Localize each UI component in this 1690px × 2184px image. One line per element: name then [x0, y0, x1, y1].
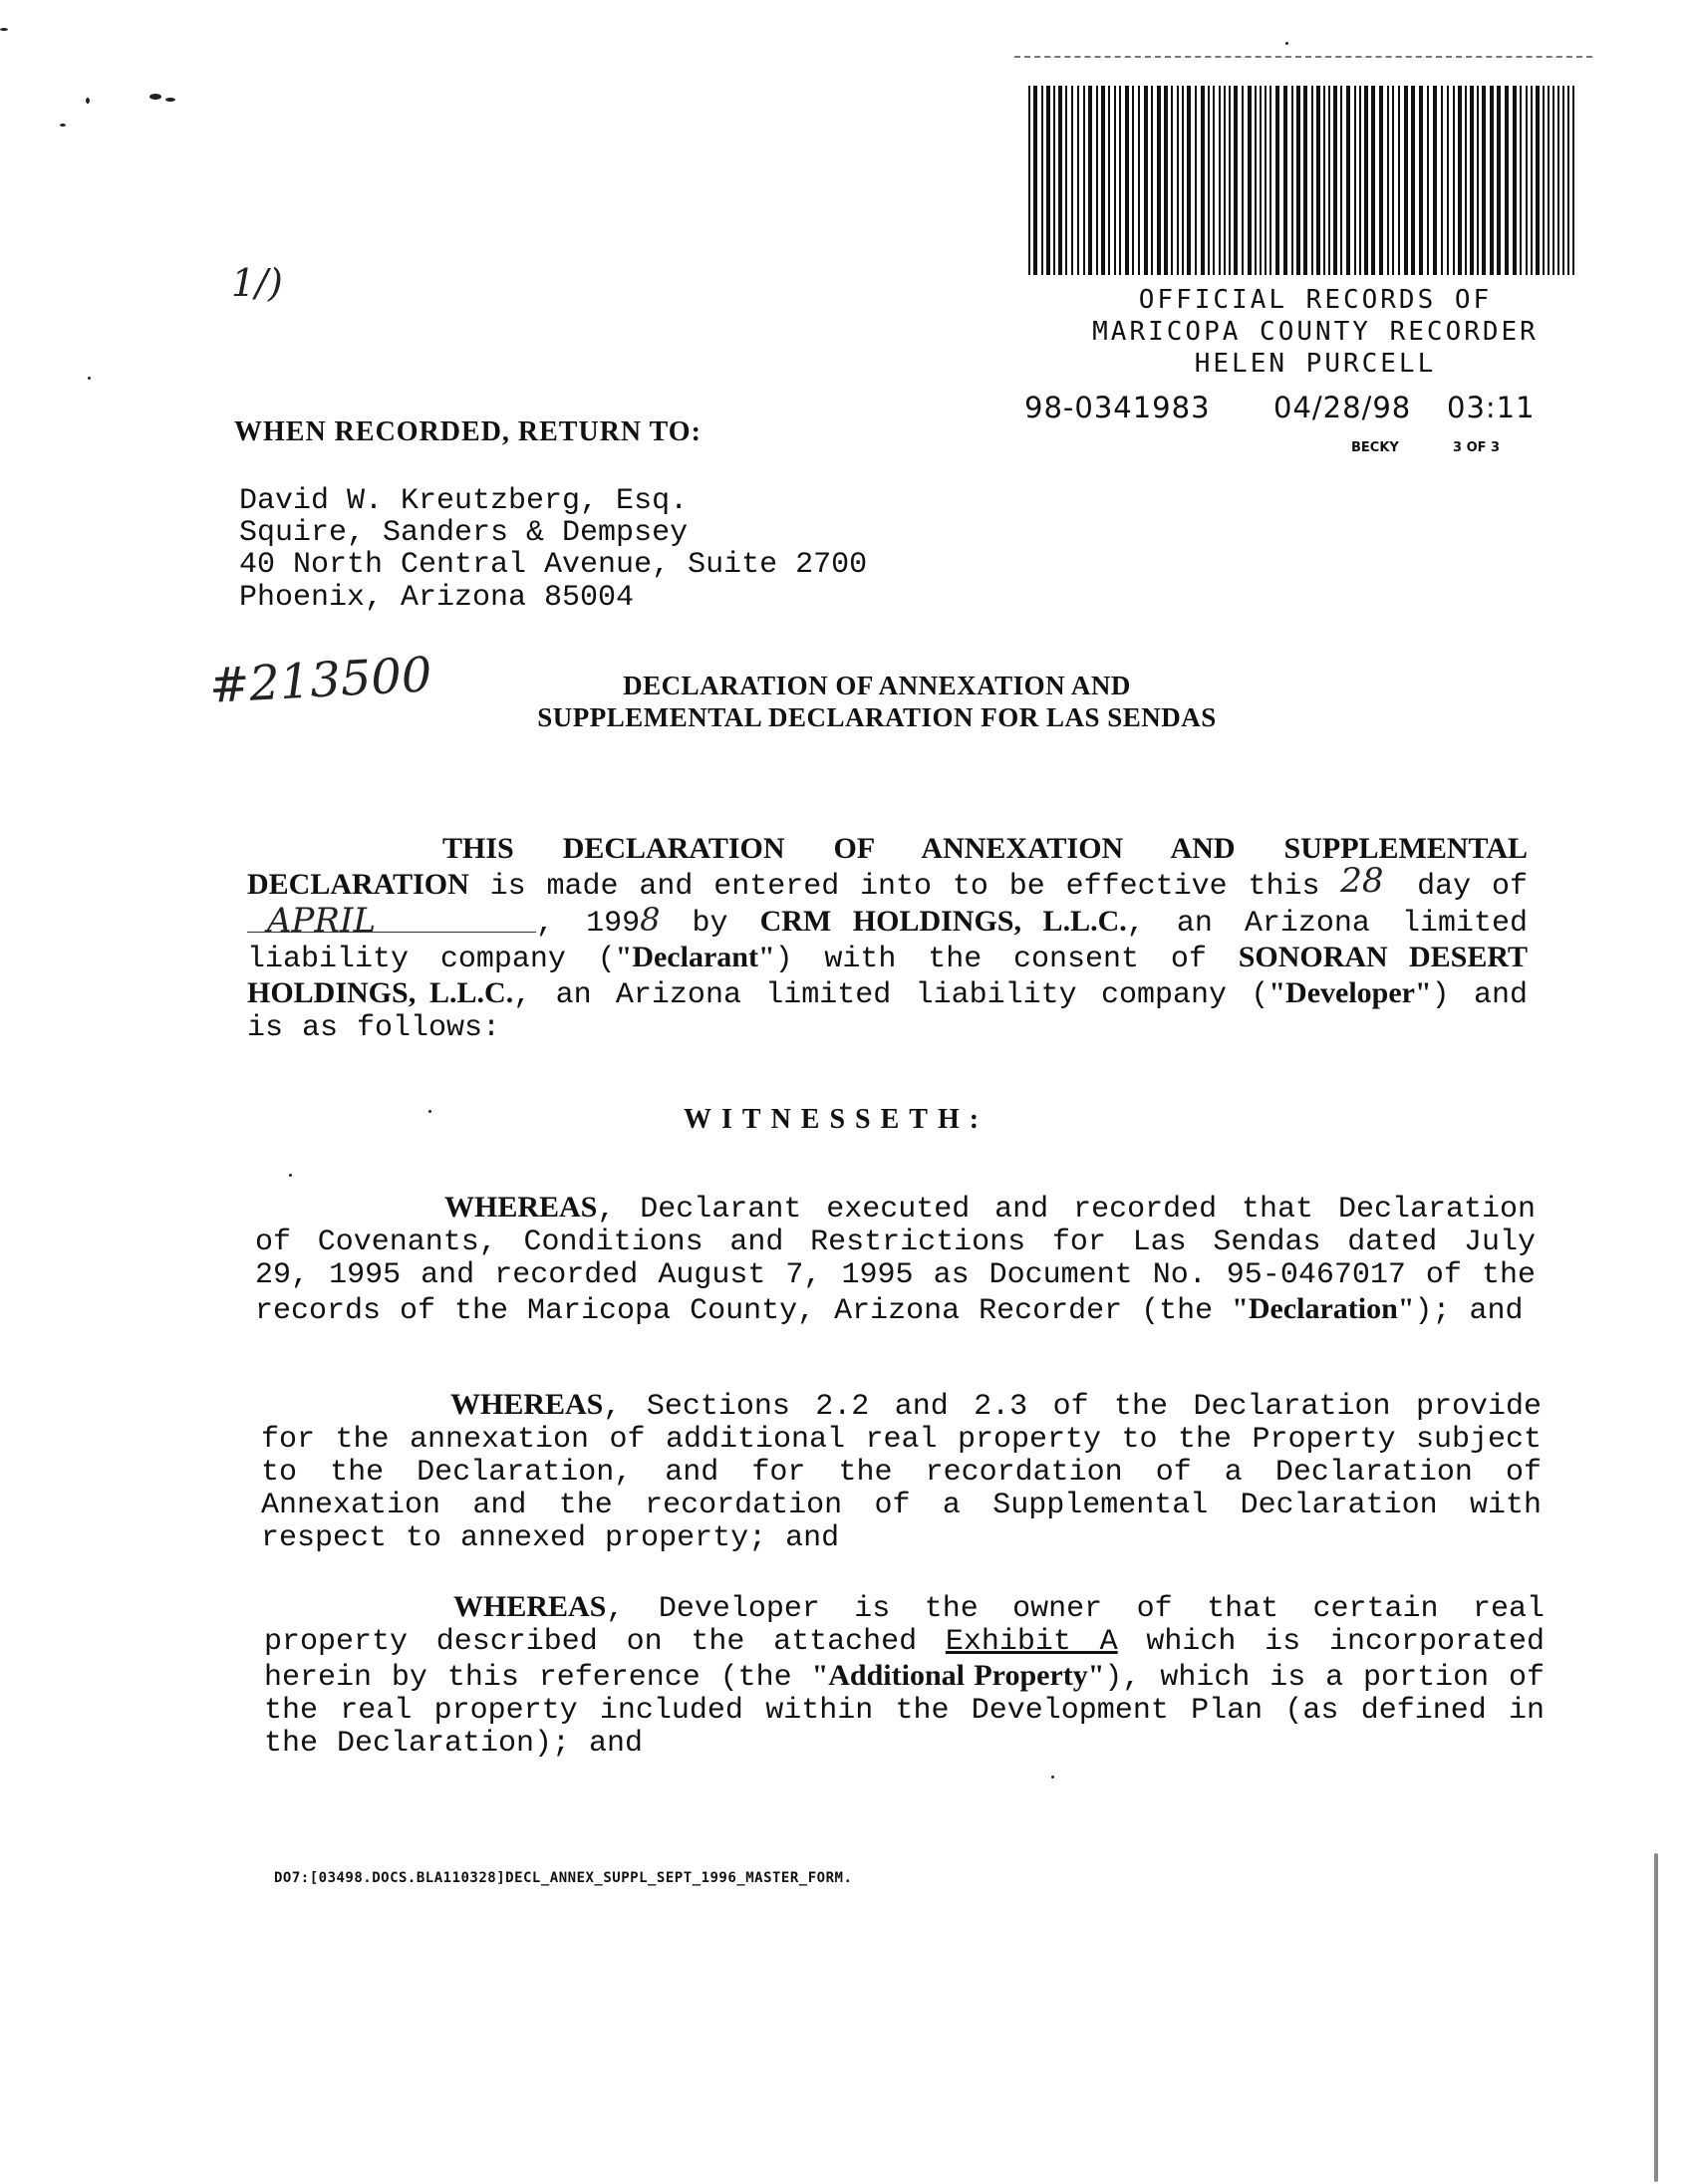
barcode-bar: [1187, 86, 1191, 275]
barcode-bar: [1387, 86, 1389, 275]
exhibit-reference: Exhibit A: [945, 1625, 1118, 1659]
barcode-bar: [1316, 86, 1320, 275]
intro-text: day of: [1396, 870, 1528, 904]
barcode-bar: [1404, 86, 1408, 275]
developer-label: "Developer": [1268, 976, 1432, 1009]
document-title-line-1: DECLARATION OF ANNEXATION AND: [623, 671, 1131, 700]
scan-speck: [1285, 42, 1288, 45]
return-to-heading: WHEN RECORDED, RETURN TO:: [234, 416, 702, 447]
barcode-bar: [1208, 86, 1210, 275]
recital-text: which is incorporated herein by this reference (the: [264, 1625, 1545, 1695]
barcode-bar: [1028, 86, 1030, 275]
barcode-border-line: [1014, 56, 1592, 58]
barcode-bar: [1255, 86, 1257, 275]
barcode-bar: [1453, 86, 1455, 275]
barcode-bar: [1505, 86, 1509, 275]
barcode-bar: [1536, 86, 1540, 275]
recital-lead: WHEREAS: [444, 1191, 598, 1224]
recital-text: , Sections 2.2 and 2.3 of the Declaration provide for the annexation of additional real property to the Property subject to the Declaration, and for the recordation of a Declaration of Annexation and the recordation of a Supplemental Declaration with respect to annexed property; and: [261, 1390, 1542, 1555]
barcode-bar: [1138, 86, 1140, 275]
barcode-bar: [1458, 86, 1462, 275]
handwritten-reference-number: #213500: [207, 647, 433, 714]
barcode-bar: [1411, 86, 1415, 275]
barcode-bar: [1213, 86, 1215, 275]
barcode-bar: [1513, 86, 1517, 275]
scan-speck: [88, 377, 91, 380]
return-street: 40 North Central Avenue, Suite 2700: [239, 548, 868, 582]
return-city: Phoenix, Arizona 85004: [239, 581, 635, 615]
barcode-bar: [1364, 86, 1368, 275]
intro-paragraph: [247, 832, 1528, 1045]
barcode-bar: [1041, 86, 1043, 275]
barcode-bar: [1151, 86, 1153, 275]
scan-speck: [289, 1174, 292, 1177]
scan-speck: [60, 124, 66, 127]
declarant-label: "Declarant": [615, 941, 775, 973]
barcode-bar: [1333, 86, 1337, 275]
barcode-bar: [1291, 86, 1293, 275]
scan-speck: [1654, 1853, 1658, 2182]
recital-text: , Declarant executed and recorded that Declaration of Covenants, Conditions and Restrictions for Las Sendas dated July 29, 1995 and recorded August 7, 1995 as Document No. 95-0467017 of the records of the Maricopa County, Arizona Recorder (the: [255, 1193, 1536, 1328]
recital-lead: WHEREAS: [450, 1388, 604, 1421]
barcode-bar: [1379, 86, 1383, 275]
barcode-bar: [1053, 86, 1055, 275]
barcode-bar: [1548, 86, 1549, 275]
barcode-bar: [1447, 86, 1449, 275]
barcode-bar: [1371, 86, 1375, 275]
barcode-bar: [1531, 86, 1533, 275]
barcode-bar: [1177, 86, 1179, 275]
barcode-bar: [1419, 86, 1423, 275]
barcode-bar: [1229, 86, 1231, 275]
recital-text: ), which is a portion of the real property included within the Development Plan (as defined in the Declaration); and: [264, 1661, 1545, 1761]
recital-paragraph: [255, 1191, 1536, 1328]
barcode-bar: [1248, 86, 1252, 275]
barcode-bar: [1323, 86, 1325, 275]
recorder-office-line: OFFICIAL RECORDS OF: [1138, 285, 1493, 315]
document-title-line-2: SUPPLEMENTAL DECLARATION FOR LAS SENDAS: [537, 702, 1217, 732]
barcode-bar: [1108, 86, 1110, 275]
handwritten-month: APRIL: [267, 901, 377, 941]
barcode-bar: [1427, 86, 1429, 275]
return-firm: Squire, Sanders & Dempsey: [239, 516, 689, 550]
barcode-bar: [1033, 86, 1037, 275]
barcode-bar: [1195, 86, 1197, 275]
barcode-bar: [1296, 86, 1300, 275]
barcode-bar: [1088, 86, 1092, 275]
barcode-bar: [1096, 86, 1098, 275]
barcode-bar: [1497, 86, 1501, 275]
barcode-bar: [1077, 86, 1079, 275]
barcode-bar: [1482, 86, 1486, 275]
intro-lead: THIS DECLARATION OF ANNEXATION AND SUPPLEMENTAL DECLARATION: [247, 832, 1528, 901]
barcode-bar: [1567, 86, 1569, 275]
scan-speck: [86, 98, 90, 104]
barcode-bar: [1119, 86, 1121, 275]
handwritten-day: 28: [1340, 861, 1384, 901]
intro-text: ) with the consent of: [774, 943, 1239, 976]
intro-text: ) and is as follows:: [247, 978, 1529, 1045]
recording-time: 03:11: [1447, 391, 1536, 424]
barcode-bar: [1526, 86, 1528, 275]
barcode-bar: [1470, 86, 1474, 275]
barcode-bar: [1490, 86, 1494, 275]
barcode-bar: [1572, 86, 1574, 275]
recording-date: 04/28/98: [1273, 391, 1412, 424]
barcode-bar: [1392, 86, 1394, 275]
month-blank: [247, 901, 536, 941]
barcode-bar: [1224, 86, 1226, 275]
barcode-bar: [1046, 86, 1050, 275]
intro-text: , an Arizona limited liability company (: [513, 978, 1269, 1012]
barcode-bar: [1433, 86, 1437, 275]
barcode-bar: [1441, 86, 1443, 275]
recording-barcode: [1026, 86, 1580, 275]
barcode-bar: [1058, 86, 1062, 275]
barcode-bar: [1101, 86, 1105, 275]
barcode-bar: [1520, 86, 1522, 275]
intro-text: by: [660, 907, 760, 941]
barcode-bar: [1269, 86, 1271, 275]
recorder-county-line: MARICOPA COUNTY RECORDER: [1092, 317, 1539, 347]
recital-paragraph: [264, 1590, 1545, 1761]
barcode-bar: [1157, 86, 1161, 275]
scan-speck: [149, 94, 161, 100]
barcode-bar: [1071, 86, 1073, 275]
scan-speck: [165, 98, 175, 102]
handwritten-margin-mark: 1/): [231, 261, 283, 305]
barcode-bar: [1557, 86, 1559, 275]
scan-speck: [428, 1110, 431, 1113]
recital-defined-term: "Additional Property": [811, 1659, 1105, 1692]
barcode-bar: [1083, 86, 1085, 275]
recital-paragraph: [261, 1388, 1542, 1555]
barcode-bar: [1275, 86, 1279, 275]
barcode-bar: [1171, 86, 1173, 275]
recording-page-count: 3 OF 3: [1453, 440, 1501, 455]
barcode-bar: [1359, 86, 1361, 275]
barcode-bar: [1201, 86, 1205, 275]
barcode-bar: [1552, 86, 1554, 275]
barcode-bar: [1144, 86, 1148, 275]
barcode-bar: [1125, 86, 1129, 275]
recital-defined-term: "Declaration": [1232, 1292, 1415, 1325]
barcode-bar: [1132, 86, 1134, 275]
barcode-bar: [1354, 86, 1356, 275]
scan-speck: [0, 28, 8, 31]
barcode-bar: [1398, 86, 1400, 275]
barcode-bar: [1114, 86, 1116, 275]
barcode-bar: [1260, 86, 1262, 275]
barcode-bar: [1164, 86, 1168, 275]
barcode-bar: [1265, 86, 1267, 275]
footer-document-code: DO7:[03498.DOCS.BLA110328]DECL_ANNEX_SUPPL_SEPT_1996_MASTER_FORM.: [274, 1870, 853, 1886]
handwritten-year-digit: 8: [640, 901, 661, 939]
barcode-bar: [1311, 86, 1313, 275]
barcode-bar: [1242, 86, 1244, 275]
barcode-bar: [1346, 86, 1350, 275]
recital-lead: WHEREAS: [453, 1590, 607, 1623]
recorder-name-line: HELEN PURCELL: [1194, 349, 1437, 379]
intro-text: is made and entered into to be effective this: [468, 870, 1341, 904]
barcode-bar: [1182, 86, 1184, 275]
barcode-bar: [1234, 86, 1238, 275]
recording-document-number: 98-0341983: [1024, 391, 1211, 424]
intro-text: , an Arizona limited liability company (: [247, 907, 1528, 976]
barcode-bar: [1328, 86, 1330, 275]
barcode-bar: [1065, 86, 1067, 275]
barcode-bar: [1283, 86, 1287, 275]
barcode-bar: [1340, 86, 1342, 275]
scan-speck: [1051, 1775, 1054, 1778]
barcode-bar: [1543, 86, 1545, 275]
barcode-bar: [1477, 86, 1479, 275]
developer-name: SONORAN DESERT HOLDINGS, L.L.C.: [247, 941, 1528, 1009]
return-name: David W. Kreutzberg, Esq.: [239, 484, 689, 518]
barcode-bar: [1303, 86, 1307, 275]
recital-text: , Developer is the owner of that certain real property described on the attached: [264, 1592, 1545, 1659]
recording-clerk: BECKY: [1351, 440, 1399, 455]
barcode-bar: [1562, 86, 1564, 275]
barcode-bar: [1465, 86, 1467, 275]
recital-text: ); and: [1414, 1294, 1524, 1328]
intro-text: , 199: [536, 907, 641, 941]
witnesseth-heading: WITNESSETH:: [684, 1104, 989, 1135]
barcode-bar: [1219, 86, 1221, 275]
declarant-name: CRM HOLDINGS, L.L.C.: [759, 905, 1127, 938]
